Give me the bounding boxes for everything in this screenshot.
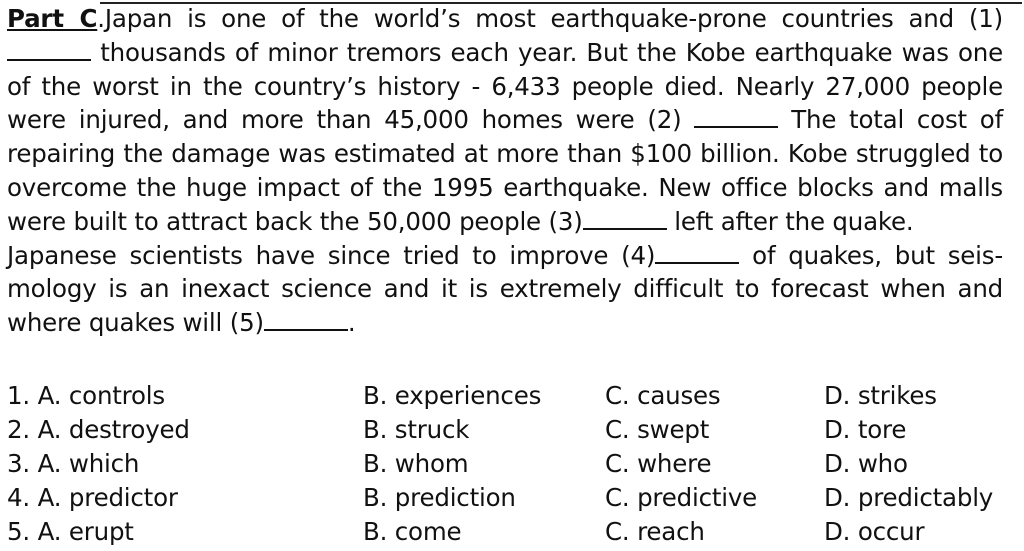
- option-b[interactable]: B. experiences: [363, 381, 542, 410]
- option-a[interactable]: 2. A. destroyed: [7, 415, 190, 444]
- option-row: [7, 481, 1017, 515]
- blank-1[interactable]: [7, 39, 91, 61]
- passage-text-1: .Japan is one of the world’s most earthquake-prone countries and (1): [97, 4, 1003, 33]
- part-label: Part C: [7, 4, 98, 33]
- option-row: [7, 379, 1017, 413]
- passage-text-4: left after the quake.: [674, 206, 914, 236]
- option-a[interactable]: 1. A. controls: [7, 381, 165, 410]
- option-row: [7, 447, 1017, 481]
- option-c[interactable]: C. causes: [605, 381, 721, 410]
- passage-text-7: .: [347, 308, 356, 338]
- blank-4[interactable]: [655, 242, 739, 264]
- paragraph-1: [7, 2, 1003, 239]
- passage-text-3: The total cost of repairing the damage was estimated at more than $100 billion. Kobe struggled to overcome the huge impact of the 1995 earthquake. New office blocks and malls were built to attract back the 50,000 people (3): [7, 105, 1004, 236]
- blank-2[interactable]: [694, 106, 778, 128]
- option-a[interactable]: 3. A. which: [7, 449, 140, 478]
- blank-3[interactable]: [583, 208, 667, 230]
- blank-5[interactable]: [264, 309, 348, 331]
- option-d[interactable]: D. who: [824, 449, 908, 478]
- option-d[interactable]: D. predictably: [824, 483, 994, 512]
- passage: [7, 2, 1003, 340]
- option-c[interactable]: C. where: [605, 449, 712, 478]
- option-row: [7, 413, 1017, 447]
- paragraph-2: [7, 239, 1003, 340]
- option-c[interactable]: C. reach: [605, 517, 705, 546]
- option-a[interactable]: 5. A. erupt: [7, 517, 134, 546]
- option-d[interactable]: D. tore: [824, 415, 907, 444]
- option-d[interactable]: D. occur: [824, 517, 925, 546]
- passage-text-2: thousands of minor tremors each year. But the Kobe earthquake was one of the worst in the country’s history - 6,433 people died. Nearly 27,000 people were injured, and more than 45,000 homes were (2): [7, 37, 1004, 135]
- option-row: [7, 515, 1017, 549]
- option-b[interactable]: B. whom: [363, 449, 469, 478]
- option-a[interactable]: 4. A. predictor: [7, 483, 178, 512]
- option-d[interactable]: D. strikes: [824, 381, 937, 410]
- answer-options: [7, 379, 1017, 549]
- option-b[interactable]: B. prediction: [363, 483, 516, 512]
- option-c[interactable]: C. predictive: [605, 483, 758, 512]
- passage-text-5: Japanese scientists have since tried to improve (4): [7, 240, 656, 270]
- option-b[interactable]: B. come: [363, 517, 462, 546]
- option-b[interactable]: B. struck: [363, 415, 470, 444]
- option-c[interactable]: C. swept: [605, 415, 710, 444]
- passage-text-6: of quakes, but seis-mology is an inexact science and it is extremely difficult to forecast when and where quakes will (5): [7, 240, 1003, 338]
